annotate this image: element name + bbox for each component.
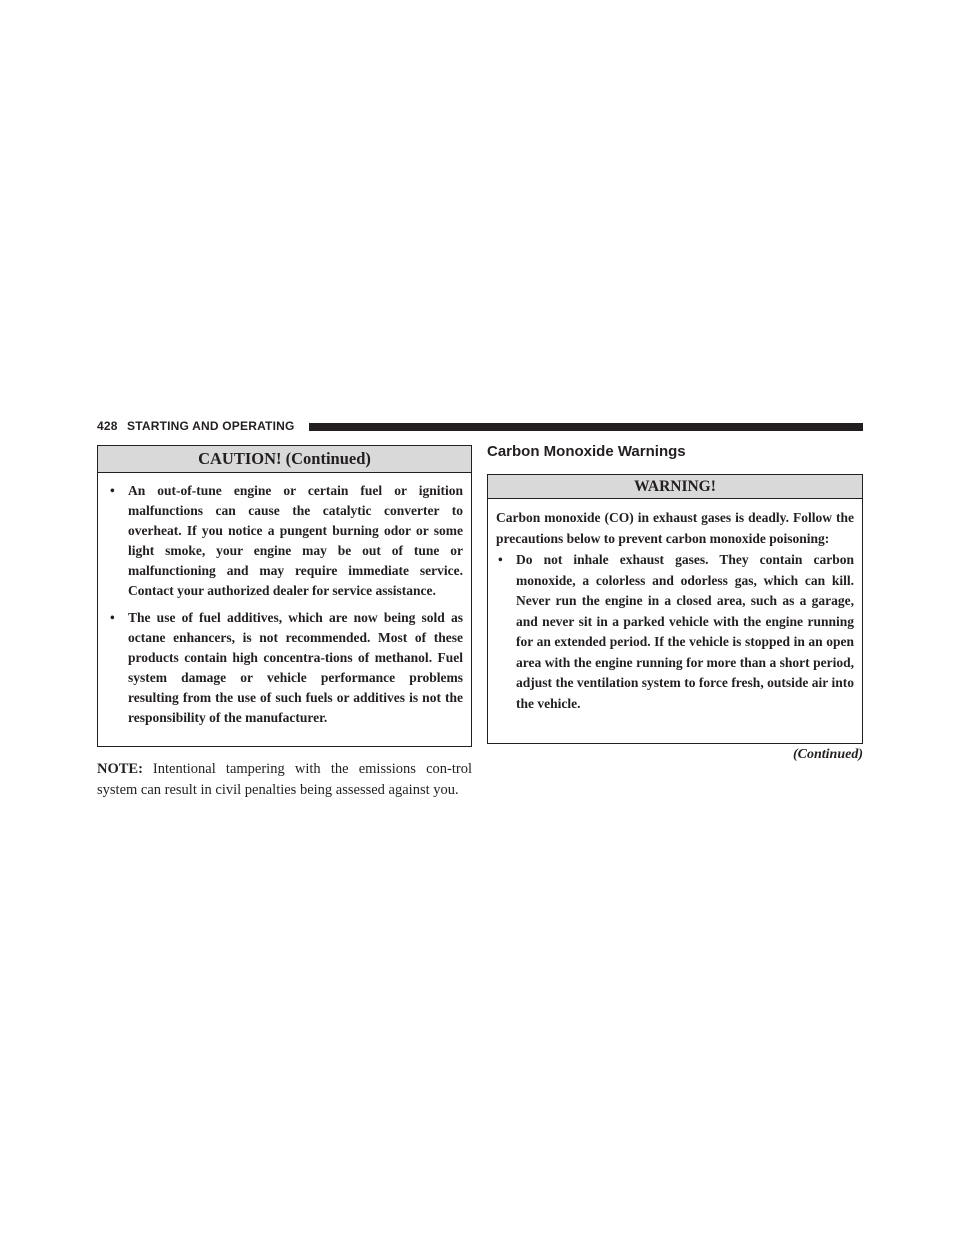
warning-bullet-text: Do not inhale exhaust gases. They contain carbon monoxide, a colorless and odorless gas, which can kill. Never run the engine in a closed area, such as a garage, and never sit in a parked vehicle with the engine running for an extended period. If the vehicle is stopped in an open area with the engine running for more than a short period, adjust the ventilation system to force fresh, outside air into the vehicle.	[516, 552, 854, 711]
note-paragraph	[97, 759, 472, 800]
note-text: Intentional tampering with the emissions con-trol system can result in civil penalties being assessed against you.	[97, 761, 472, 798]
warning-bullet-item	[496, 550, 854, 714]
bullet-icon: •	[110, 610, 115, 625]
caution-bullet-text: The use of fuel additives, which are now being sold as octane enhancers, is not recommended. Most of these products contain high concentra-tions of methanol. Fuel system damage or vehicle performance problems resulting from the use of such fuels or additives is not the responsibility of the manufacturer.	[128, 610, 463, 725]
caution-title: CAUTION! (Continued)	[98, 446, 471, 473]
bullet-icon: •	[110, 483, 115, 498]
continued-label: (Continued)	[792, 747, 863, 762]
warning-title: WARNING!	[488, 475, 862, 499]
section-title: STARTING AND OPERATING	[127, 419, 295, 433]
warning-intro: Carbon monoxide (CO) in exhaust gases is deadly. Follow the precautions below to prevent carbon monoxide poisoning:	[496, 510, 854, 546]
note-label: NOTE:	[97, 761, 143, 777]
warning-box	[487, 474, 863, 744]
caution-body	[98, 473, 471, 728]
header-rule	[309, 423, 863, 431]
warning-body	[488, 499, 862, 714]
bullet-icon: •	[498, 552, 503, 567]
caution-bullet-item	[108, 481, 463, 601]
page-number: 428	[97, 419, 118, 433]
section-heading: Carbon Monoxide Warnings	[487, 443, 686, 460]
caution-bullet-item	[108, 608, 463, 728]
caution-box	[97, 445, 472, 747]
page-header	[97, 418, 863, 436]
caution-bullet-text: An out-of-tune engine or certain fuel or ignition malfunctions can cause the catalytic converter to overheat. If you notice a pungent burning odor or some light smoke, your engine may be out of tune or malfunctioning and may require immediate service. Contact your authorized dealer for service assistance.	[128, 483, 463, 598]
